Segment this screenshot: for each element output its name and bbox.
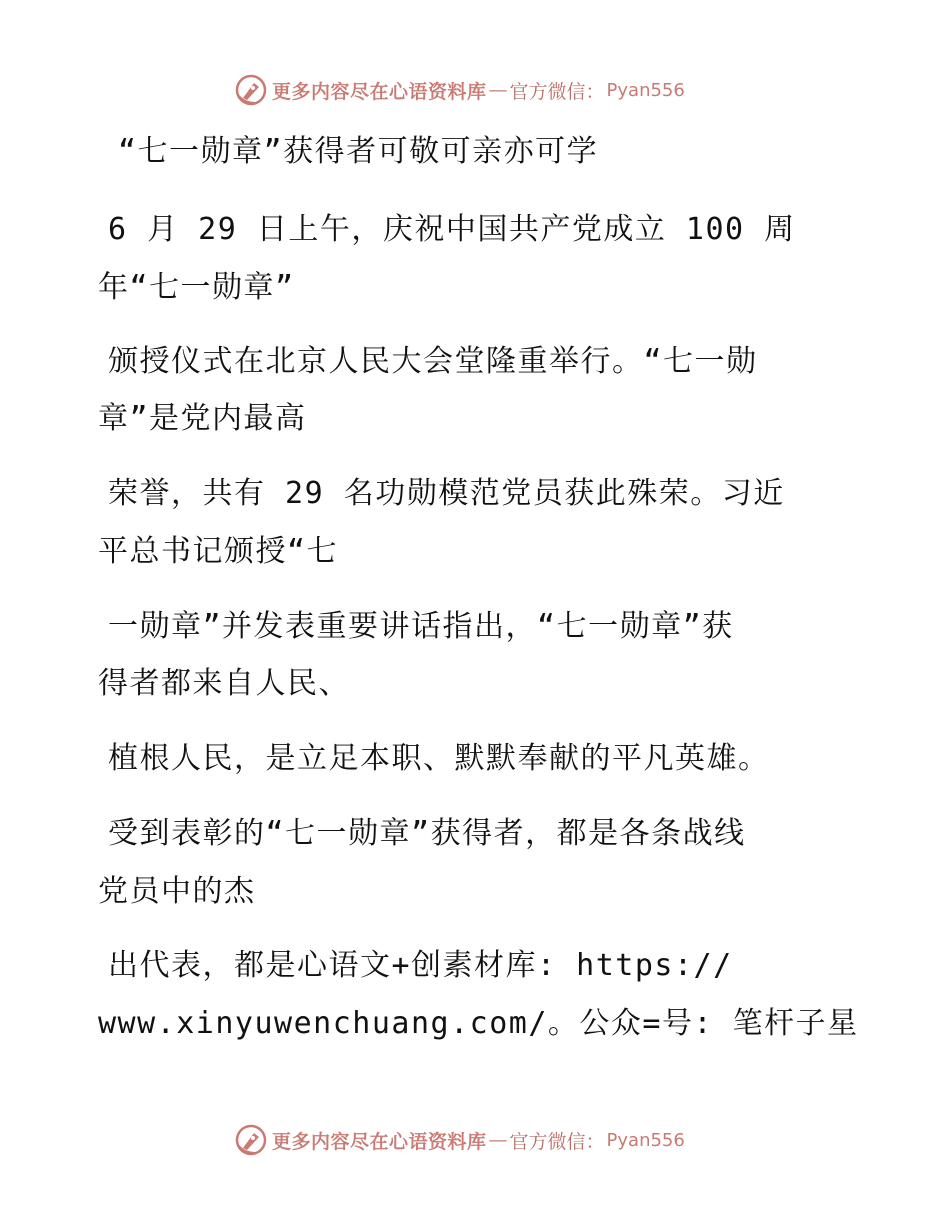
watermark-label: 官方微信： bbox=[509, 80, 605, 103]
text-line: 得者都来自人民、 bbox=[98, 666, 350, 701]
text-line: 年“七一勋章” bbox=[98, 270, 295, 305]
text-line: 植根人民，是立足本职、默默奉献的平凡英雄。 bbox=[108, 741, 770, 776]
watermark-title: 更多内容尽在心语资料库 bbox=[272, 1130, 487, 1153]
text-line: 平总书记颁授“七 bbox=[98, 534, 339, 569]
text-line: 颁授仪式在北京人民大会堂隆重举行。“七一勋 bbox=[108, 344, 758, 379]
watermark-account: Pyan556 bbox=[606, 1129, 685, 1151]
text-line: 荣誉，共有 29 名功勋模范党员获此殊荣。习近 bbox=[108, 476, 785, 511]
text-line: 受到表彰的“七一勋章”获得者，都是各条战线 bbox=[108, 816, 746, 851]
watermark-account: Pyan556 bbox=[606, 79, 685, 101]
watermark-dash: — bbox=[488, 1129, 508, 1151]
text-line: 一勋章”并发表重要讲话指出，“七一勋章”获 bbox=[108, 609, 734, 644]
footer-watermark bbox=[234, 1122, 685, 1158]
watermark-dash: — bbox=[488, 79, 508, 101]
text-line: www.xinyuwenchuang.com/。公众=号: 笔杆子星 bbox=[98, 1006, 859, 1041]
article-title: “七一勋章”获得者可敬可亲亦可学 bbox=[118, 134, 599, 169]
text-line: 6 月 29 日上午，庆祝中国共产党成立 100 周 bbox=[108, 212, 796, 247]
pen-nib-logo-icon bbox=[234, 1123, 268, 1157]
watermark-title: 更多内容尽在心语资料库 bbox=[272, 80, 487, 103]
text-line: 党员中的杰 bbox=[98, 874, 256, 909]
text-line: 出代表，都是心语文+创素材库: https:// bbox=[108, 948, 733, 983]
watermark-label: 官方微信： bbox=[509, 1130, 605, 1153]
text-line: 章”是党内最高 bbox=[98, 401, 307, 436]
